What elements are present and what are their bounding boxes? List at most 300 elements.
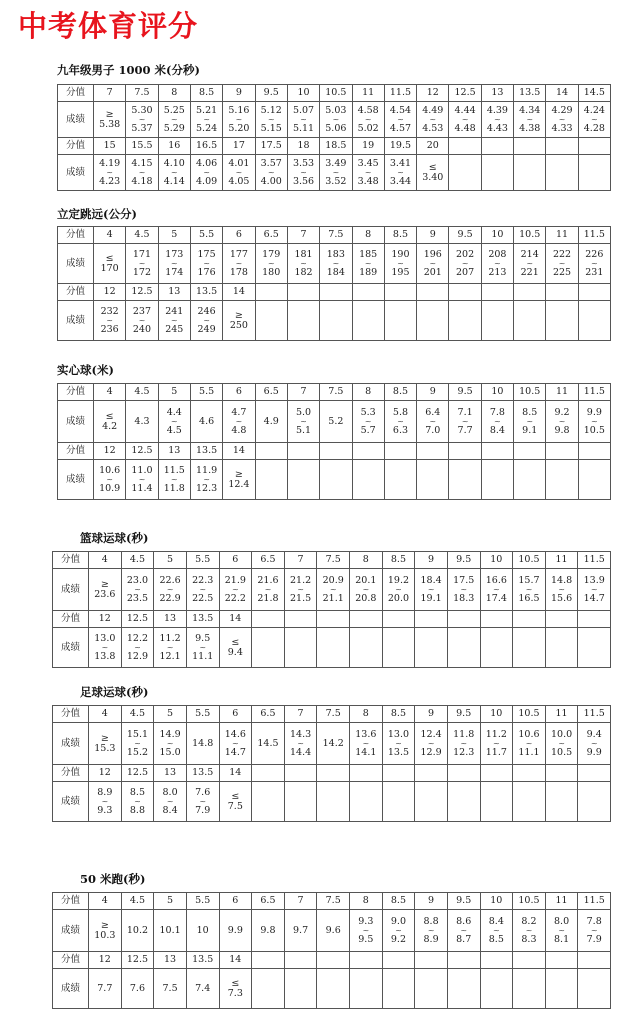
score-table [57,383,611,500]
result-cell: 13.0 ~ 13.5 [382,723,415,765]
score-cell: 10 [481,384,513,401]
score-cell: 16 [158,138,190,155]
result-cell: 4.19 ~ 4.23 [94,155,126,191]
result-cell: 7.8 ~ 7.9 [578,910,611,952]
result-cell: 4.10 ~ 4.14 [158,155,190,191]
result-cell: ≥ 10.3 [89,910,122,952]
score-cell: 5 [154,893,187,910]
result-label: 成绩 [58,301,94,341]
result-cell: 9.9 ~ 10.5 [578,401,610,443]
result-cell: 5.21 ~ 5.24 [190,102,222,138]
result-cell: 3.53 ~ 3.56 [287,155,319,191]
result-cell: 9.2 ~ 9.8 [546,401,578,443]
result-cell [481,301,513,341]
result-cell [417,301,449,341]
score-cell [513,952,546,969]
result-cell: 13.9 ~ 14.7 [578,569,611,611]
result-cell: ≥ 12.4 [223,460,255,500]
result-cell: 179 ~ 180 [255,244,287,284]
score-row [53,893,611,910]
result-cell: 4.6 [190,401,222,443]
score-cell: 11.5 [384,85,416,102]
result-cell: 3.41 ~ 3.44 [384,155,416,191]
result-cell [545,782,578,822]
score-cell: 7.5 [126,85,158,102]
result-cell: 19.2 ~ 20.0 [382,569,415,611]
result-cell: 10.6 ~ 10.9 [94,460,126,500]
result-cell: 5.25 ~ 5.29 [158,102,190,138]
table-title: 50 米跑(秒) [80,872,146,886]
result-cell: 22.3 ~ 22.5 [186,569,219,611]
result-cell [480,969,513,1009]
result-cell: 20.9 ~ 21.1 [317,569,350,611]
result-cell: 5.3 ~ 5.7 [352,401,384,443]
score-label: 分值 [53,611,89,628]
result-cell [514,460,546,500]
score-cell: 17 [223,138,255,155]
result-cell [317,782,350,822]
score-cell [382,952,415,969]
result-cell: 4.58 ~ 5.02 [352,102,384,138]
score-cell [578,284,610,301]
result-cell: 18.4 ~ 19.1 [415,569,448,611]
score-cell: 8.5 [384,384,416,401]
score-cell [252,765,285,782]
result-cell: ≤ 7.5 [219,782,252,822]
score-cell [449,443,481,460]
result-cell: ≥ 23.6 [89,569,122,611]
score-cell: 6 [219,706,252,723]
result-cell: 11.8 ~ 12.3 [447,723,480,765]
result-row [53,723,611,765]
table-title: 九年级男子 1000 米(分秒) [57,63,200,77]
result-cell [382,628,415,668]
result-cell: ≥ 5.38 [94,102,126,138]
score-cell: 13.5 [190,284,222,301]
score-cell [545,952,578,969]
result-cell: 3.49 ~ 3.52 [320,155,352,191]
score-table [52,892,611,1009]
result-cell [578,155,610,191]
score-cell [481,443,513,460]
score-label: 分值 [58,443,94,460]
score-cell [317,611,350,628]
result-cell: 9.0 ~ 9.2 [382,910,415,952]
result-cell [449,460,481,500]
result-cell: 4.06 ~ 4.09 [190,155,222,191]
score-cell: 8.5 [382,706,415,723]
score-cell: 10 [481,227,513,244]
score-cell [255,284,287,301]
score-cell [287,443,319,460]
score-cell: 7.5 [317,893,350,910]
score-row [58,85,611,102]
score-cell [382,765,415,782]
score-cell: 12 [417,85,449,102]
result-cell: 222 ~ 225 [546,244,578,284]
score-cell: 6.5 [255,384,287,401]
score-cell: 8 [158,85,190,102]
result-label: 成绩 [53,723,89,765]
score-cell: 14 [219,611,252,628]
score-cell [317,952,350,969]
score-row [53,611,611,628]
score-cell [350,952,383,969]
score-cell: 6 [223,384,255,401]
score-cell: 11.5 [578,893,611,910]
result-row [53,910,611,952]
result-cell: 4.34 ~ 4.38 [514,102,546,138]
score-cell: 13.5 [186,952,219,969]
result-cell [284,782,317,822]
result-cell: 11.9 ~ 12.3 [190,460,222,500]
score-cell [449,138,481,155]
score-cell: 7 [284,893,317,910]
score-cell [546,443,578,460]
result-cell: 8.5 ~ 9.1 [514,401,546,443]
result-cell: 4.15 ~ 4.18 [126,155,158,191]
result-cell [287,301,319,341]
score-cell: 9.5 [447,552,480,569]
score-cell: 13 [481,85,513,102]
score-cell: 6 [223,227,255,244]
score-cell: 5.5 [186,706,219,723]
score-row [53,952,611,969]
score-cell [481,284,513,301]
score-cell [447,611,480,628]
score-label: 分值 [58,138,94,155]
score-cell: 4.5 [121,893,154,910]
result-cell: 4.7 ~ 4.8 [223,401,255,443]
result-row [53,569,611,611]
score-cell: 12 [89,765,122,782]
result-cell: 15.7 ~ 16.5 [513,569,546,611]
result-cell: 4.4 ~ 4.5 [158,401,190,443]
result-cell [252,628,285,668]
score-cell: 7 [94,85,126,102]
score-cell: 19.5 [384,138,416,155]
result-cell: 8.2 ~ 8.3 [513,910,546,952]
score-cell: 5 [158,227,190,244]
result-cell [545,628,578,668]
score-cell: 4 [94,384,126,401]
score-cell: 7 [287,384,319,401]
result-cell: 9.9 [219,910,252,952]
result-cell: 8.6 ~ 8.7 [447,910,480,952]
result-cell [481,155,513,191]
score-row [53,706,611,723]
result-cell [382,782,415,822]
score-cell: 11 [545,552,578,569]
score-cell [514,443,546,460]
result-cell [513,782,546,822]
result-cell [546,155,578,191]
score-row [53,552,611,569]
result-cell: 208 ~ 213 [481,244,513,284]
score-cell [417,284,449,301]
result-cell [480,782,513,822]
result-cell: 5.8 ~ 6.3 [384,401,416,443]
result-cell: 8.4 ~ 8.5 [480,910,513,952]
result-cell: 4.29 ~ 4.33 [546,102,578,138]
score-cell: 18.5 [320,138,352,155]
score-cell: 11.5 [578,227,610,244]
result-cell: 17.5 ~ 18.3 [447,569,480,611]
result-cell: ≤ 3.40 [417,155,449,191]
result-cell: ≥ 250 [223,301,255,341]
result-row [58,460,611,500]
score-cell: 7.5 [317,552,350,569]
result-cell [578,301,610,341]
score-label: 分值 [58,85,94,102]
score-cell: 7.5 [320,227,352,244]
result-label: 成绩 [53,569,89,611]
result-label: 成绩 [58,244,94,284]
result-cell: 5.16 ~ 5.20 [223,102,255,138]
result-cell: ≤ 7.3 [219,969,252,1009]
result-cell: ≤ 4.2 [94,401,126,443]
score-cell: 6.5 [252,893,285,910]
score-cell: 11 [545,893,578,910]
score-cell [384,443,416,460]
score-cell: 8 [350,893,383,910]
score-cell [352,443,384,460]
result-cell [284,628,317,668]
score-cell: 10.5 [513,706,546,723]
result-cell [578,460,610,500]
table-title: 篮球运球(秒) [80,531,149,545]
score-cell [415,765,448,782]
result-cell: 21.9 ~ 22.2 [219,569,252,611]
score-table [52,705,611,822]
result-cell: 10.6 ~ 11.1 [513,723,546,765]
result-cell: 4.49 ~ 4.53 [417,102,449,138]
score-cell [481,138,513,155]
result-cell: 7.8 ~ 8.4 [481,401,513,443]
result-cell [255,460,287,500]
score-cell [284,765,317,782]
score-cell: 10 [287,85,319,102]
score-cell [578,611,611,628]
score-cell [252,611,285,628]
score-cell [417,443,449,460]
result-row [58,155,611,191]
result-cell: 177 ~ 178 [223,244,255,284]
score-cell: 9 [415,552,448,569]
score-cell: 12.5 [121,765,154,782]
result-cell: 246 ~ 249 [190,301,222,341]
score-cell: 9 [415,706,448,723]
score-cell: 12 [89,611,122,628]
score-cell: 12 [94,284,126,301]
result-cell: 16.6 ~ 17.4 [480,569,513,611]
result-cell [481,460,513,500]
result-row [58,244,611,284]
result-cell: 4.3 [126,401,158,443]
result-cell [447,969,480,1009]
score-cell [545,611,578,628]
score-cell: 14 [546,85,578,102]
score-cell: 4.5 [121,706,154,723]
score-cell: 10.5 [513,893,546,910]
result-cell [350,969,383,1009]
score-cell: 10.5 [513,552,546,569]
score-cell [350,611,383,628]
result-cell: 13.6 ~ 14.1 [350,723,383,765]
result-cell [415,969,448,1009]
score-cell: 12.5 [121,952,154,969]
score-table [57,226,611,341]
score-cell: 5.5 [190,227,222,244]
score-cell: 20 [417,138,449,155]
score-cell: 5 [154,552,187,569]
score-cell: 6 [219,552,252,569]
result-cell: 21.6 ~ 21.8 [252,569,285,611]
result-cell: 9.5 ~ 11.1 [186,628,219,668]
result-cell: 7.5 [154,969,187,1009]
score-label: 分值 [53,893,89,910]
result-cell: 12.2 ~ 12.9 [121,628,154,668]
result-cell: 241 ~ 245 [158,301,190,341]
result-cell: 10.0 ~ 10.5 [545,723,578,765]
result-row [53,628,611,668]
result-cell: 14.2 [317,723,350,765]
result-cell [480,628,513,668]
score-cell: 12 [94,443,126,460]
score-cell: 9 [417,384,449,401]
result-cell: 10.1 [154,910,187,952]
score-cell: 4 [94,227,126,244]
score-cell: 14 [219,765,252,782]
result-cell: 190 ~ 195 [384,244,416,284]
result-cell: 5.07 ~ 5.11 [287,102,319,138]
result-cell [317,628,350,668]
result-label: 成绩 [58,460,94,500]
score-cell: 9.5 [447,893,480,910]
result-cell: 9.6 [317,910,350,952]
result-cell: 8.8 ~ 8.9 [415,910,448,952]
score-cell [578,765,611,782]
result-cell [255,301,287,341]
score-cell [384,284,416,301]
score-cell: 12.5 [126,284,158,301]
score-cell: 11 [546,227,578,244]
result-cell [545,969,578,1009]
score-cell: 6 [219,893,252,910]
score-cell: 8 [352,384,384,401]
result-cell [350,628,383,668]
result-cell: 10.2 [121,910,154,952]
score-cell: 4.5 [126,384,158,401]
score-cell: 13.5 [514,85,546,102]
score-cell: 5.5 [186,893,219,910]
score-cell: 11.5 [578,706,611,723]
score-cell: 9.5 [449,227,481,244]
score-row [58,138,611,155]
score-cell [252,952,285,969]
result-cell: 5.2 [320,401,352,443]
result-cell: 14.5 [252,723,285,765]
result-row [58,301,611,341]
score-cell [514,284,546,301]
result-cell: 9.3 ~ 9.5 [350,910,383,952]
score-label: 分值 [58,227,94,244]
result-cell: 14.9 ~ 15.0 [154,723,187,765]
score-cell [320,284,352,301]
result-cell: 15.1 ~ 15.2 [121,723,154,765]
score-cell: 9 [223,85,255,102]
score-cell: 11 [546,384,578,401]
result-cell: 232 ~ 236 [94,301,126,341]
score-cell [317,765,350,782]
score-cell [447,952,480,969]
score-cell: 9.5 [255,85,287,102]
result-label: 成绩 [53,782,89,822]
score-cell: 4.5 [121,552,154,569]
result-label: 成绩 [53,910,89,952]
score-cell: 8.5 [382,893,415,910]
score-cell [546,284,578,301]
score-cell: 4.5 [126,227,158,244]
result-cell [447,782,480,822]
result-cell: 7.6 ~ 7.9 [186,782,219,822]
result-cell: 7.7 [89,969,122,1009]
score-cell: 13.5 [190,443,222,460]
result-cell: 11.2 ~ 12.1 [154,628,187,668]
score-table [57,84,611,191]
score-cell: 10.5 [320,85,352,102]
score-cell [578,443,610,460]
score-row [53,765,611,782]
score-cell: 16.5 [190,138,222,155]
score-cell: 12 [89,952,122,969]
table-title: 实心球(米) [57,363,114,377]
score-cell: 13.5 [186,765,219,782]
result-cell [415,782,448,822]
score-cell [382,611,415,628]
result-cell: 11.5 ~ 11.8 [158,460,190,500]
result-cell [578,969,611,1009]
score-cell [480,765,513,782]
result-cell: 5.03 ~ 5.06 [320,102,352,138]
result-cell: 8.0 ~ 8.1 [545,910,578,952]
score-cell: 10.5 [514,384,546,401]
score-cell: 8 [352,227,384,244]
result-cell: 14.3 ~ 14.4 [284,723,317,765]
score-cell [578,138,610,155]
result-cell [287,460,319,500]
score-cell [255,443,287,460]
result-cell [449,301,481,341]
score-cell [513,611,546,628]
result-cell: 8.5 ~ 8.8 [121,782,154,822]
score-cell: 7 [287,227,319,244]
score-cell: 12.5 [126,443,158,460]
result-cell: 171 ~ 172 [126,244,158,284]
score-cell [480,952,513,969]
result-cell: 11.0 ~ 11.4 [126,460,158,500]
result-cell: 9.7 [284,910,317,952]
result-cell: 7.1 ~ 7.7 [449,401,481,443]
result-cell: 181 ~ 182 [287,244,319,284]
result-cell: 226 ~ 231 [578,244,610,284]
score-cell: 5 [154,706,187,723]
score-cell: 13 [158,284,190,301]
result-cell: 5.30 ~ 5.37 [126,102,158,138]
result-cell [546,460,578,500]
result-cell: 8.9 ~ 9.3 [89,782,122,822]
score-cell: 12.5 [121,611,154,628]
